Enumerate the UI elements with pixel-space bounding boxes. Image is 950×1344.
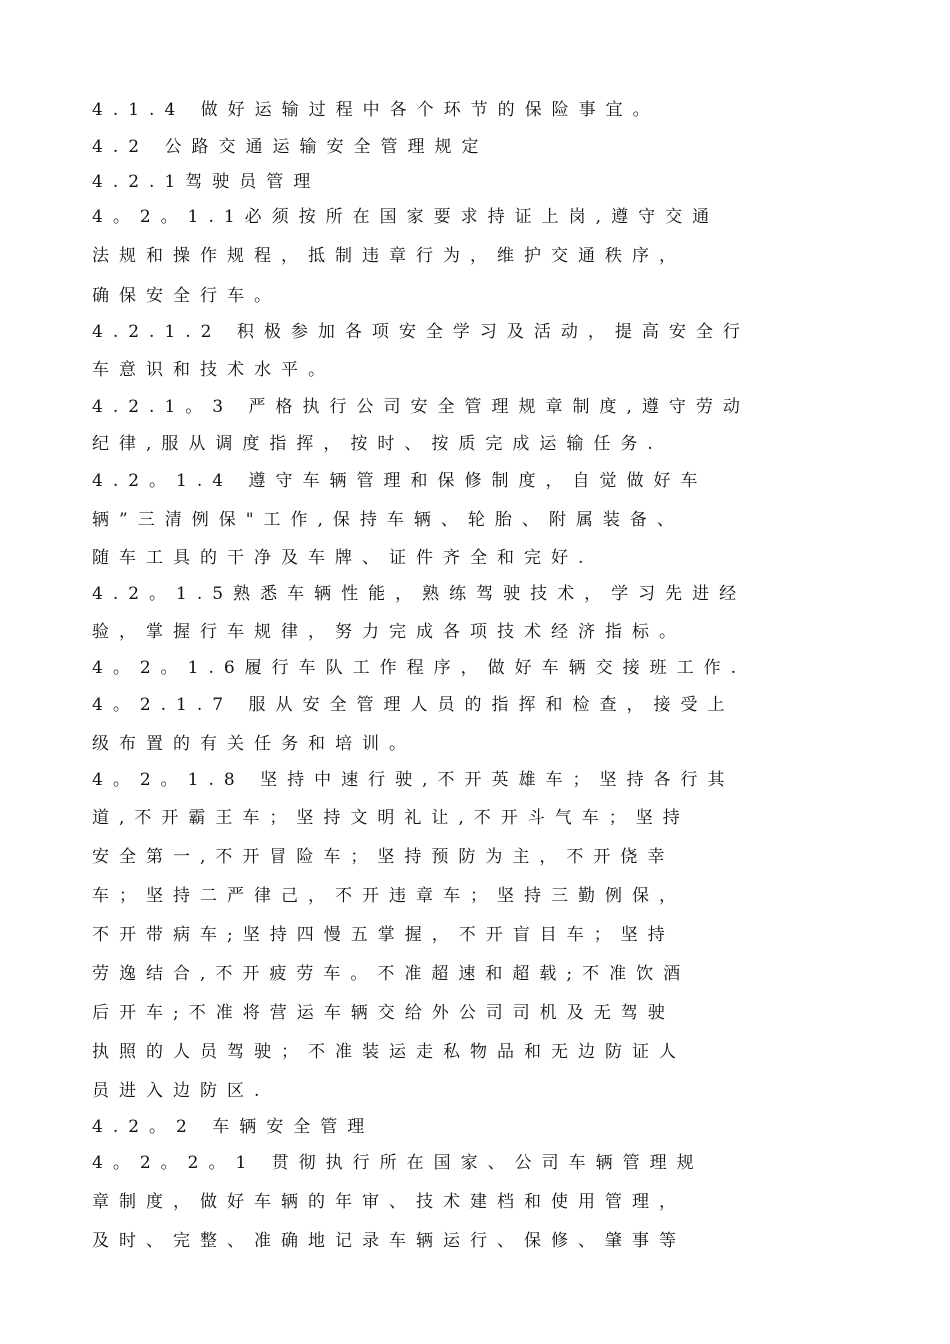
- text-line: 确保安全行车。: [92, 286, 281, 306]
- text-line: 章制度，做好车辆的年审、技术建档和使用管理，: [92, 1192, 686, 1212]
- text-line: 安全第一,不开冒险车；坚持预防为主，不开侥幸: [92, 847, 675, 867]
- text-line: 4.2.1。3 严格执行公司安全管理规章制度,遵守劳动: [92, 397, 750, 417]
- text-line: 纪律,服从调度指挥，按时、按质完成运输任务.: [92, 434, 663, 454]
- text-line: 4.2。1.4 遵守车辆管理和保修制度，自觉做好车: [92, 471, 708, 491]
- text-line: 辆”三清例保"工作,保持车辆、轮胎、附属装备、: [92, 510, 684, 530]
- text-line: 4.2.1.2 积极参加各项安全学习及活动，提高安全行: [92, 322, 750, 342]
- text-line: 级布置的有关任务和培训。: [92, 734, 416, 754]
- text-line: 车；坚持二严律己，不开违章车；坚持三勤例保，: [92, 886, 686, 906]
- text-line: 法规和操作规程，抵制违章行为，维护交通秩序，: [92, 246, 686, 266]
- text-line: 4。2。1.1必须按所在国家要求持证上岗,遵守交通: [92, 207, 720, 227]
- subsection-heading: 4.2.1驾驶员管理: [92, 172, 321, 192]
- text-line: 4。2。1.6履行车队工作程序，做好车辆交接班工作.: [92, 658, 747, 678]
- text-line: 及时、完整、准确地记录车辆运行、保修、肇事等: [92, 1231, 686, 1251]
- text-line: 4.1.4 做好运输过程中各个环节的保险事宜。: [92, 100, 660, 120]
- text-line: 4。2.1.7 服从安全管理人员的指挥和检查，接受上: [92, 695, 735, 715]
- text-line: 随车工具的干净及车牌、证件齐全和完好.: [92, 548, 594, 568]
- text-line: 劳逸结合,不开疲劳车。不准超速和超载;不准饮酒: [92, 964, 691, 984]
- text-line: 车意识和技术水平。: [92, 360, 335, 380]
- text-line: 4.2。1.5熟悉车辆性能，熟练驾驶技术，学习先进经: [92, 584, 747, 604]
- text-line: 验，掌握行车规律，努力完成各项技术经济指标。: [92, 622, 686, 642]
- text-line: 执照的人员驾驶；不准装运走私物品和无边防证人: [92, 1042, 686, 1062]
- text-line: 道,不开霸王车；坚持文明礼让,不开斗气车；坚持: [92, 808, 690, 828]
- text-line: 4。2。1.8 坚持中速行驶,不开英雄车；坚持各行其: [92, 770, 735, 790]
- subsection-heading: 4.2。2 车辆安全管理: [92, 1117, 375, 1137]
- section-heading: 4.2 公路交通运输安全管理规定: [92, 137, 489, 157]
- text-line: 后开车;不准将营运车辆交给外公司司机及无驾驶: [92, 1003, 675, 1023]
- text-line: 4。2。2。1 贯彻执行所在国家、公司车辆管理规: [92, 1153, 704, 1173]
- text-line: 不开带病车;坚持四慢五掌握，不开盲目车；坚持: [92, 925, 675, 945]
- text-line: 员进入边防区.: [92, 1081, 270, 1101]
